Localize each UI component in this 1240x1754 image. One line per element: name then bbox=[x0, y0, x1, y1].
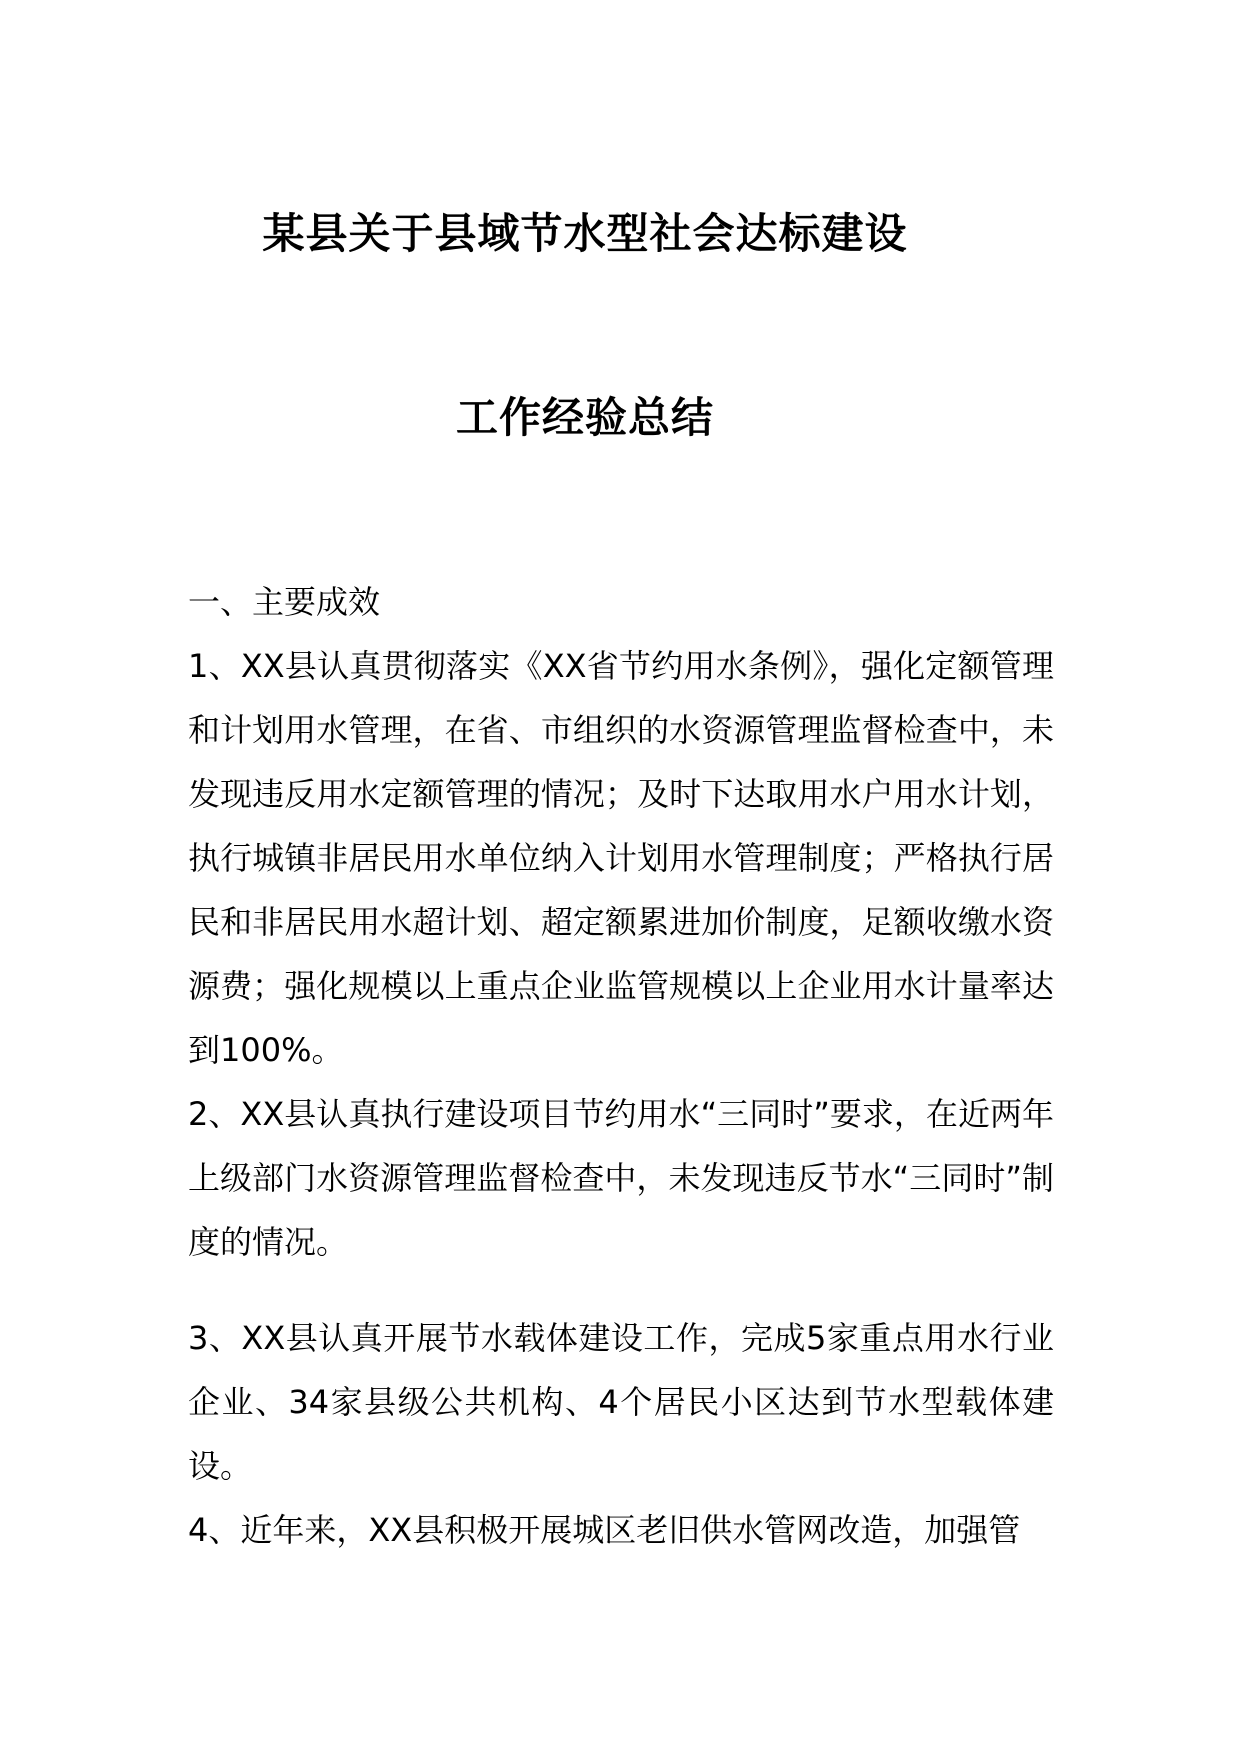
paragraph-text: 2、XX县认真执行建设项目节约用水“三同时”要求，在近两年上级部门水资源管理监督检查中，未发现违反节水“三同时”制度的情况。 bbox=[188, 1095, 1054, 1261]
paragraph-text: 4、近年来，XX县积极开展城区老旧供水管网改造，加强管 bbox=[188, 1511, 1021, 1549]
document-title-line-1: 某县关于县域节水型社会达标建设 bbox=[262, 209, 908, 258]
paragraph-item-1 bbox=[188, 634, 1054, 1082]
paragraph-item-3 bbox=[188, 1306, 1054, 1498]
paragraph-text: 3、XX县认真开展节水载体建设工作，完成5家重点用水行业企业、34家县级公共机构、4个居民小区达到节水型载体建设。 bbox=[188, 1319, 1054, 1485]
paragraph-item-4 bbox=[188, 1498, 1054, 1562]
paragraph-item-2 bbox=[188, 1082, 1054, 1274]
document-title-line-2: 工作经验总结 bbox=[455, 393, 714, 442]
paragraph-text: 1、XX县认真贯彻落实《XX省节约用水条例》，强化定额管理和计划用水管理，在省、市组织的水资源管理监督检查中，未发现违反用水定额管理的情况；及时下达取用水户用水计划，执行城镇非居民用水单位纳入计划用水管理制度；严格执行居民和非居民用水超计划、超定额累进加价制度，足额收缴水资源费；强化规模以上重点企业监管规模以上企业用水计量率达到100%。 bbox=[188, 647, 1054, 1069]
section-heading: 一、主要成效 bbox=[188, 583, 381, 621]
